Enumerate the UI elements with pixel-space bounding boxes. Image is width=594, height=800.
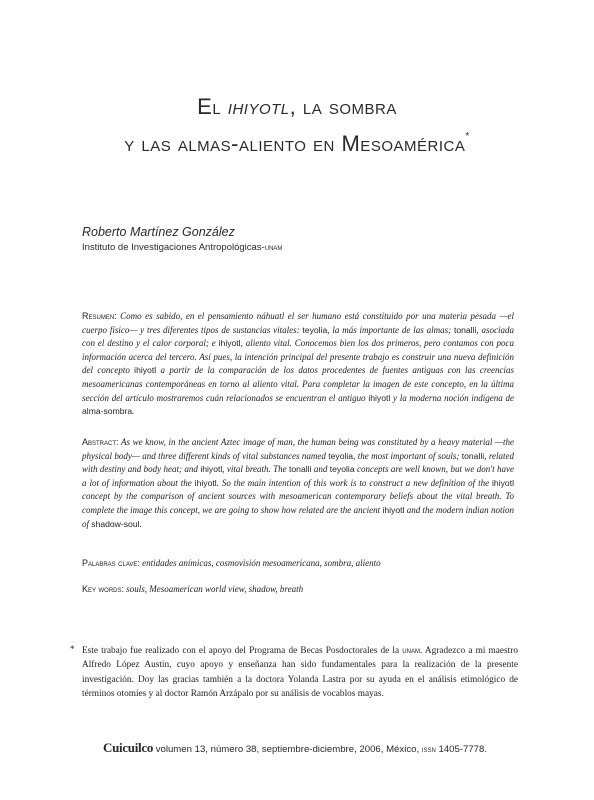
title-footnote-mark[interactable]: * [465, 131, 470, 142]
abstract-label: Abstract: [82, 437, 119, 447]
title-line-2: y las almas-aliento en Mesoamérica [124, 131, 466, 156]
article-title [0, 92, 594, 159]
resumen-paragraph: Resumen: Como es sabido, en el pensamiento náhuatl el ser humano está constituido por una materia pesada —el cuerpo físico— y tres diferentes tipos de sustancias vitales: teyolia, la más importante de las almas; tonalli, asociada con el destino y el calor corporal; e ihiyotl, aliento vital. Conocemos bien los dos primeros, pero contamos con poca información acerca del tercero. Así pues, la intención principal del presente trabajo es construir una nueva definición del concepto ihiyotl a partir de la comparación de los datos procedentes de fuentes antiguas con las creencias mesoamericanas contemporáneas en torno al aliento vital. Para completar la imagen de este concepto, en la última sección del artículo mostraremos cuán relacionados se encuentran el antiguo ihiyotl y la moderna noción indígena de alma-sombra. [82, 311, 514, 417]
palabras-clave: Palabras clave: entidades anímicas, cosmovisión mesoamericana, sombra, aliento [82, 558, 381, 568]
abstract-paragraph: Abstract: As we know, in the ancient Aztec image of man, the human being was constituted by a heavy material —the physical body— and three different kinds of vital substances named teyolia, the most important of souls; tonalli, related with destiny and body heat; and ihiyotl, vital breath. The tonalli and teyolia concepts are well known, but we don't have a lot of information about the ihiyotl. So the main intention of this work is to construct a new definition of the ihiyotl concept by the comparison of ancient sources with mesoamerican contemporary beliefs about the vital breath. To complete the image this concept, we are going to show how related are the ancient ihiyotl and the modern indian notion of shadow-soul. [82, 437, 515, 529]
journal-footer: Cuicuilco volumen 13, número 38, septiembre-diciembre, 2006, México, issn 1405-7778. [103, 740, 488, 755]
footnote: * Este trabajo fue realizado con el apoyo del Programa de Becas Posdoctorales de la unam. Agradezco a mi maestro Alfredo López Austin, cuyo apoyo y enseñanza han sido fundamentales para la realización de la presente investigación. Doy las gracias también a la doctora Yolanda Lastra por su ayuda en el análisis etimológico de términos otomíes y al doctor Ramón Arzápalo por su análisis de vocablos mayas. [70, 644, 518, 700]
author-name: Roberto Martínez González [82, 225, 235, 239]
title-line-1: El ihiyotl, la sombra [197, 94, 397, 119]
footnote-mark: * [70, 644, 75, 654]
title-ihiyotl-term: ihiyotl [227, 94, 290, 119]
author-affiliation: Instituto de Investigaciones Antropológicas-unam [82, 242, 283, 253]
key-words-label: Key words: [82, 584, 125, 594]
resumen-label: Resumen: [82, 311, 117, 321]
key-words: Key words: souls, Mesoamerican world view, shadow, breath [82, 584, 304, 594]
cuicuilco-logo: Cuicuilco [103, 740, 154, 755]
palabras-clave-label: Palabras clave: [82, 558, 140, 568]
